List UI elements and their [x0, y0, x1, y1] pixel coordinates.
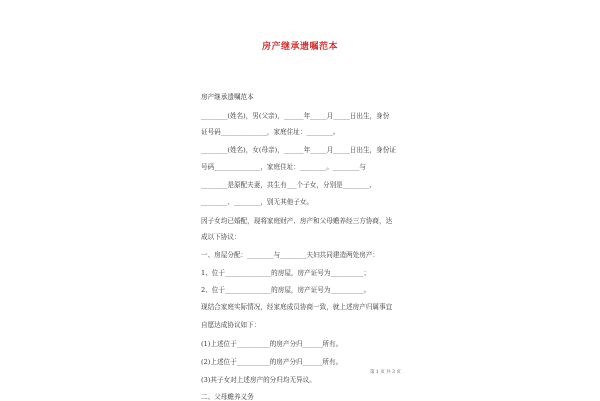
body-heading: 房产继承遗嘱范本	[201, 93, 254, 101]
body-line-mother-1: ________(姓名)，女(母亲)，______年_____月_____日出生，身份证	[201, 146, 396, 154]
body-line-children-1: ________是原配夫妻，共生有___个子女，分别是________、	[201, 181, 376, 189]
section-parent-support: 二、父母赡养义务	[201, 393, 254, 401]
body-line-agreement-2: 成以下协议：	[201, 233, 241, 241]
clause-3: (3)其子女对上述房产的分归均无异议。	[201, 376, 316, 384]
body-line-consensus-1: 现结合家庭实际情况，经家庭成员协商一致，就上述房产归属事宜	[201, 303, 393, 311]
body-line-father-2: 证号码______________，家庭住址：________。	[201, 128, 340, 136]
page-number: 第 1 页 共 3 页	[370, 370, 401, 375]
document-title: 房产继承遗嘱范本	[261, 42, 338, 52]
clause-2: (2)上述位于__________的房产分归______所有。	[201, 358, 343, 366]
body-line-consensus-2: 自愿达成协议如下：	[201, 321, 261, 329]
body-line-mother-2: 号码______________，家庭住址：________。________与	[201, 163, 366, 171]
body-line-agreement-1: 因子女均已婚配，现将家庭财产、房产和父母赡养经三方协商，达	[201, 217, 393, 225]
body-line-father-1: ________(姓名)，男(父亲)，______年_____月_____日出生，身份	[201, 112, 390, 120]
body-line-children-2: ________、________，别无其他子女。	[201, 198, 314, 206]
house-item-1: 1、位于______________的房屋，房产证号为__________；	[201, 269, 371, 277]
section-house-allocation: 一、房屋分配：________与________夫妇共同建造两处房产：	[201, 251, 380, 259]
house-item-2: 2、位于______________的房屋，房产证号为__________。	[201, 286, 371, 294]
clause-1: (1)上述位于__________的房产分归______所有。	[201, 340, 343, 348]
